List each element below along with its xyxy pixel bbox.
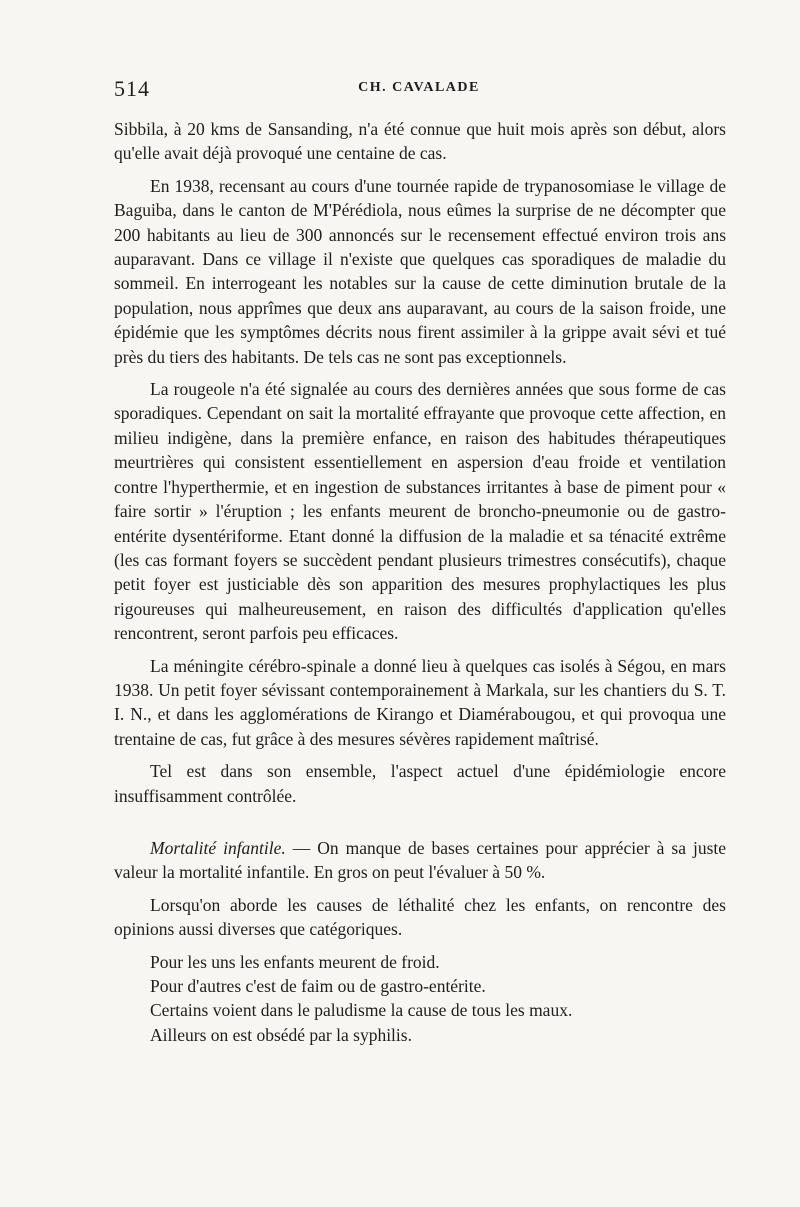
- paragraph-summary: Tel est dans son ensemble, l'aspect actuel d'une épidémiologie encore insuffisamment contrôlée.: [114, 761, 726, 806]
- cause-line: Pour les uns les enfants meurent de froid.: [150, 951, 440, 972]
- section-intro: — On manque de bases certaines pour apprécier à sa juste valeur la mortalité infantile. En gros on peut l'évaluer à 50 %.: [114, 837, 727, 883]
- body-text: [114, 117, 726, 1047]
- paragraph-continuation: Sibbila, à 20 kms de Sansanding, n'a été connue que huit mois après son début, alors qu'elle avait déjà provoqué une centaine de cas.: [114, 119, 726, 164]
- section-heading: Mortalité infantile.: [150, 837, 286, 858]
- page-header: [114, 76, 724, 102]
- page-number: 514: [114, 76, 150, 101]
- section-mortalite-infantile: [114, 836, 726, 885]
- cause-line: Ailleurs on est obsédé par la syphilis.: [150, 1024, 412, 1045]
- running-head: CH. CAVALADE: [358, 80, 480, 95]
- cause-line: Certains voient dans le paludisme la cause de tous les maux.: [150, 1000, 573, 1021]
- paragraph-baguiba: En 1938, recensant au cours d'une tournée rapide de trypanosomiase le village de Baguiba, dans le canton de M'Pérédiola, nous eûmes la surprise de ne décompter que 200 habitants au lieu de 300 annoncés sur le recensement effectué environ trois ans auparavant. Dans ce village il n'existe que quelques cas sporadiques de maladie du sommeil. En interrogeant les notables sur la cause de cette diminution brutale de la population, nous apprîmes que deux ans auparavant, au cours de la saison froide, une épidémie que les symptômes décrits nous firent assimiler à la grippe avait sévi et tué près du tiers des habitants. De tels cas ne sont pas exceptionnels.: [114, 175, 726, 367]
- paragraph-meningite: La méningite cérébro-spinale a donné lieu à quelques cas isolés à Ségou, en mars 1938. Un petit foyer sévissant contemporainement à Markala, sur les chantiers du S. T. I. N., et dans les agglomérations de Kirango et Diamérabougou, et qui provoqua une trentaine de cas, fut grâce à des mesures sévères rapidement maîtrisé.: [114, 655, 726, 749]
- paragraph-rougeole: La rougeole n'a été signalée au cours des dernières années que sous forme de cas sporadiques. Cependant on sait la mortalité effrayante que provoque cette affection, en milieu indigène, dans la première enfance, en raison des habitudes thérapeutiques meurtrières qui consistent essentiellement en aspersion d'eau froide et ventilation contre l'hyperthermie, et en ingestion de substances irritantes à base de piment pour « faire sortir » l'éruption ; les enfants meurent de broncho-pneumonie ou de gastro-entérite dysentériforme. Etant donné la diffusion de la maladie et sa ténacité extrême (les cas formant foyers se succèdent pendant plusieurs trimestres consécutifs), chaque petit foyer est justiciable dès son apparition des mesures prophylactiques les plus rigoureuses qui malheureusement, en raison des difficultés d'application qu'elles rencontrent, seront parfois peu efficaces.: [114, 379, 726, 644]
- cause-line: Pour d'autres c'est de faim ou de gastro-entérite.: [150, 976, 486, 996]
- paragraph-causes: Lorsqu'on aborde les causes de léthalité chez les enfants, on rencontre des opinions aussi diverses que catégoriques.: [114, 894, 726, 940]
